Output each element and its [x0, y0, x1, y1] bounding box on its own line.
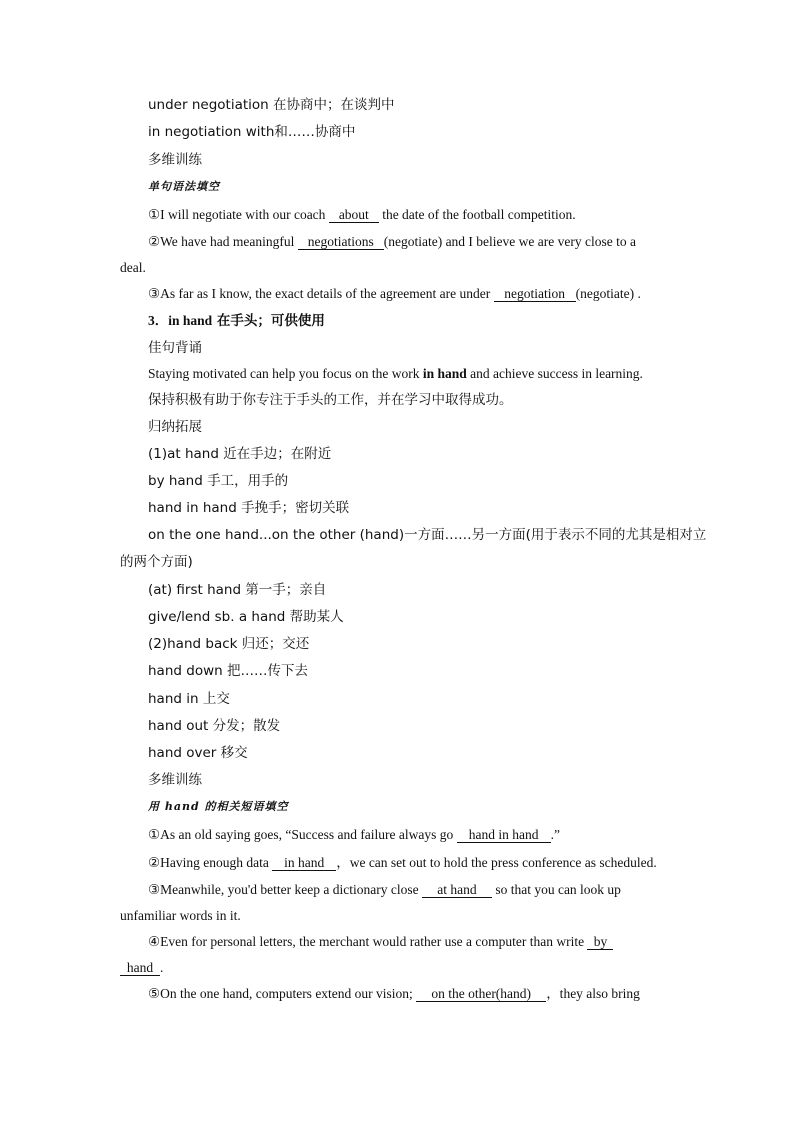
- hand-exercise-1-post: .”: [550, 827, 561, 842]
- hand-exercise-4-pre: ④Even for personal letters, the merchant would rather use a computer than write: [148, 934, 588, 949]
- drill-heading: 多维训练: [148, 152, 202, 168]
- answer-blank: about: [329, 208, 379, 223]
- answer-blank: by: [587, 935, 613, 950]
- drill-subheading: 单句语法填空: [148, 180, 220, 193]
- hand-exercise-5-pre: ⑤On the one hand, computers extend our vision;: [148, 986, 417, 1001]
- phrase-on-the-one-hand-continuation: 的两个方面): [120, 554, 193, 570]
- hand-exercise-3-pre: ③Meanwhile, you'd better keep a dictionary close: [148, 882, 422, 897]
- phrase-hand-down: hand down 把……传下去: [148, 663, 308, 679]
- exercise-2-pre: ②We have had meaningful: [148, 234, 298, 249]
- hand-exercise-2: [148, 854, 657, 872]
- example-translation: 保持积极有助于你专注于手头的工作，并在学习中取得成功。: [148, 392, 513, 408]
- exercise-2-continuation: deal.: [120, 260, 146, 275]
- answer-blank: hand: [120, 961, 160, 976]
- drill-heading: 多维训练: [148, 772, 202, 788]
- phrase-hand-over: hand over 移交: [148, 745, 248, 761]
- example-keyword: in hand: [422, 366, 467, 381]
- hand-exercise-4-continuation: [120, 959, 163, 977]
- hand-exercise-4: [148, 933, 674, 951]
- hand-exercise-4-post: .: [160, 960, 164, 975]
- hand-exercise-1-pre: ①As an old saying goes, “Success and failure always go: [148, 827, 457, 842]
- summary-heading: 归纳拓展: [148, 419, 202, 435]
- section-title-en: in hand: [168, 313, 213, 328]
- phrase-by-hand: by hand 手工，用手的: [148, 473, 289, 489]
- phrase-under-negotiation: under negotiation 在协商中；在谈判中: [148, 97, 395, 113]
- example-pre: Staying motivated can help you focus on the work: [148, 366, 423, 381]
- recite-heading: 佳句背诵: [148, 340, 202, 356]
- exercise-2: [148, 233, 674, 251]
- exercise-3-pre: ③As far as I know, the exact details of the agreement are under: [148, 286, 494, 301]
- drill-subheading: 用 hand 的相关短语填空: [148, 800, 289, 813]
- phrase-hand-back: (2)hand back 归还；交还: [148, 636, 310, 652]
- hand-exercise-3-continuation: unfamiliar words in it.: [120, 908, 241, 923]
- answer-blank: on the other(hand): [416, 987, 546, 1002]
- phrase-at-hand: (1)at hand 近在手边；在附近: [148, 446, 332, 462]
- exercise-3-post: (negotiate) .: [575, 286, 641, 301]
- phrase-hand-in-hand: hand in hand 手挽手；密切关联: [148, 500, 350, 516]
- exercise-1: [148, 206, 576, 224]
- exercise-1-pre: ①I will negotiate with our coach: [148, 207, 329, 222]
- example-post: and achieve success in learning.: [466, 366, 643, 381]
- phrase-hand-in: hand in 上交: [148, 691, 230, 707]
- phrase-in-negotiation-with: in negotiation with和……协商中: [148, 124, 356, 140]
- hand-exercise-1: [148, 826, 560, 844]
- hand-exercise-3-post: so that you can look up: [491, 882, 621, 897]
- section-title-cn: 在手头；可供使用: [212, 313, 325, 329]
- exercise-3: [148, 285, 641, 303]
- hand-exercise-2-post: ，we can set out to hold the press conference as scheduled.: [336, 855, 657, 870]
- exercise-1-post: the date of the football competition.: [378, 207, 576, 222]
- hand-exercise-5-post: ，they also bring: [546, 986, 640, 1001]
- hand-exercise-2-pre: ②Having enough data: [148, 855, 273, 870]
- answer-blank: hand in hand: [457, 828, 551, 843]
- example-sentence: [148, 365, 643, 383]
- phrase-hand-out: hand out 分发；散发: [148, 718, 281, 734]
- answer-blank: in hand: [272, 856, 336, 871]
- phrase-give-a-hand: give/lend sb. a hand 帮助某人: [148, 609, 344, 625]
- answer-blank: negotiation: [494, 287, 576, 302]
- hand-exercise-3: [148, 881, 674, 899]
- phrase-on-the-one-hand: on the one hand...on the other (hand)一方面……另一方面(用于表示不同的尤其是相对立: [148, 527, 707, 543]
- section-title-in-hand: [148, 312, 325, 330]
- answer-blank: at hand: [422, 883, 492, 898]
- exercise-2-post: (negotiate) and I believe we are very close to a: [383, 234, 636, 249]
- answer-blank: negotiations: [298, 235, 384, 250]
- phrase-first-hand: (at) first hand 第一手；亲自: [148, 582, 327, 598]
- hand-exercise-5: [148, 985, 640, 1003]
- section-number: 3．: [148, 313, 169, 328]
